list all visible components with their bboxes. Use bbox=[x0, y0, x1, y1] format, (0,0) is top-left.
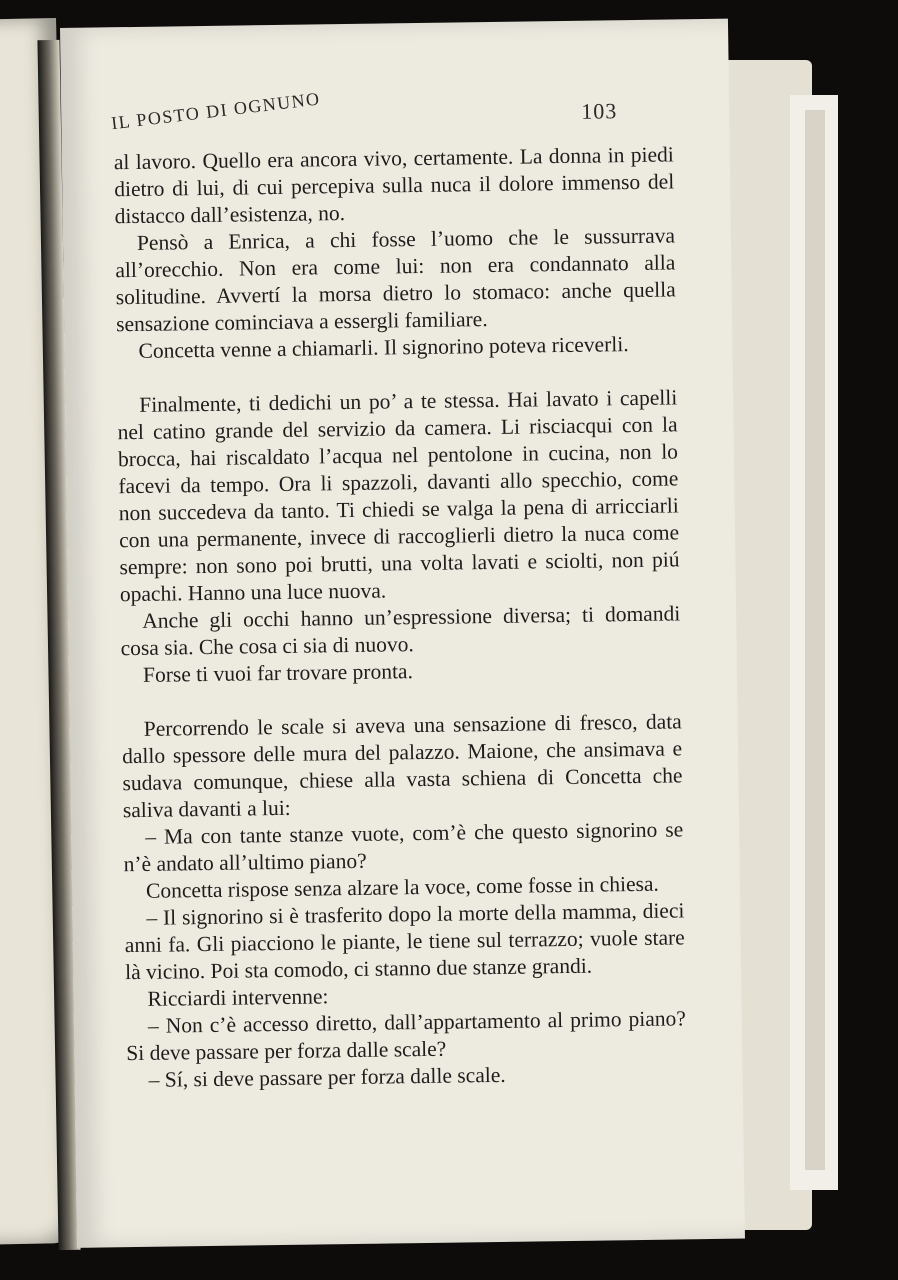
running-head: IL POSTO DI OGNUNO bbox=[110, 88, 322, 134]
paragraph: Ricciardi intervenne: bbox=[147, 984, 329, 1011]
paragraph: Forse ti vuoi far trovare pronta. bbox=[142, 659, 414, 687]
paragraph: Concetta venne a chiamarli. Il signorino poteva riceverli. bbox=[138, 332, 629, 363]
paragraph: Finalmente, ti dedichi un po’ a te stessa. Hai lavato i capelli nel catino grande del servizio da camera. Li risciacqui con la brocca, hai riscaldato l’acqua nel pentolone in cucina, non lo facevi da tempo. Ora li spazzoli, davanti allo specchio, come non succedeva da tanto. Ti chiedi se valga la pena di arricciarli con una permanente, invece di raccoglierli dietro la nuca come sempre: non sono poi brutti, una volta lavati e sciolti, non piú opachi. Hanno una luce nuova. bbox=[117, 385, 680, 607]
paragraph: Percorrendo le scale si aveva una sensazione di fresco, data dallo spessore delle mura del palazzo. Maione, che ansimava e sudava comunque, chiese alla vasta schiena di Concetta che saliva davanti a lui: bbox=[122, 709, 683, 823]
dialogue-line: – Ma con tante stanze vuote, com’è che questo signorino se n’è andato all’ultimo piano? bbox=[123, 817, 684, 877]
dialogue-line: – Non c’è accesso diretto, dall’appartamento al primo piano? Si deve passare per forza dalle scale? bbox=[126, 1006, 687, 1066]
page-number: 103 bbox=[581, 98, 618, 124]
paragraph: Concetta rispose senza alzare la voce, come fosse in chiesa. bbox=[145, 871, 659, 903]
dialogue-line: – Il signorino si è trasferito dopo la morte della mamma, dieci anni fa. Gli piacciono le piante, le tiene sul terrazzo; vuole stare là vicino. Poi sta comodo, ci stanno due stanze grandi. bbox=[124, 898, 685, 985]
book-page bbox=[60, 19, 745, 1248]
page-stack-shadow bbox=[805, 110, 825, 1170]
paragraph: Anche gli occhi hanno un’espressione diversa; ti domandi cosa sia. Che cosa ci sia di nuovo. bbox=[120, 601, 681, 661]
dialogue-line: – Sí, si deve passare per forza dalle scale. bbox=[148, 1062, 506, 1092]
page-body bbox=[114, 141, 687, 1094]
paragraph: al lavoro. Quello era ancora vivo, certamente. La donna in piedi dietro di lui, di cui percepiva sulla nuca il dolore immenso del distacco dall’esistenza, no. bbox=[113, 142, 675, 229]
paragraph: Pensò a Enrica, a chi fosse l’uomo che le sussurrava all’orecchio. Non era come lui: non era condannato alla solitudine. Avvertí la morsa dietro lo stomaco: anche quella sensazione cominciava a essergli familiare. bbox=[115, 223, 676, 337]
